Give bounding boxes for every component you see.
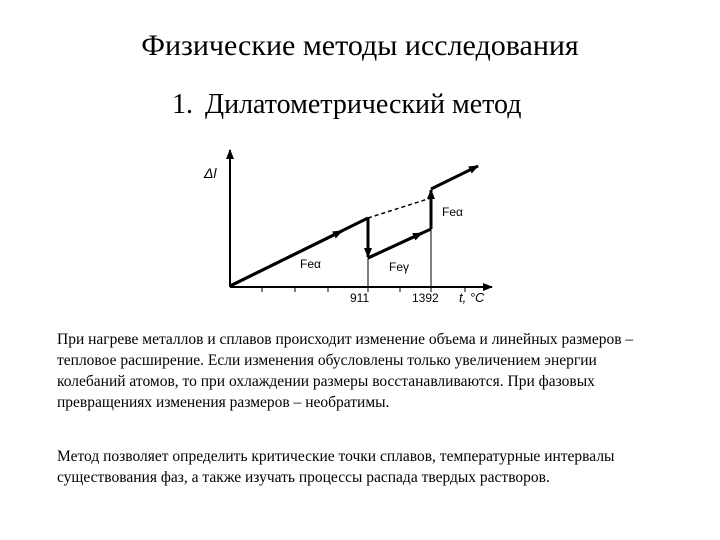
fe-alpha-low-arrow — [230, 231, 342, 286]
y-axis-label: Δl — [204, 165, 217, 181]
dilatometric-diagram — [190, 140, 520, 310]
subtitle-number: 1. — [172, 89, 193, 120]
slide-subtitle — [172, 88, 521, 122]
label-fe-alpha-low: Feα — [300, 257, 321, 271]
paragraph-thermal-expansion: При нагреве металлов и сплавов происходит изменение объема и линейных размеров – тепловое расширение. Если изменения обусловлены только увеличением энергии колебаний атомов, то при охлаждении размеры восстанавливаются. При фазовых превращениях изменения размеров – необратимы. — [57, 331, 634, 411]
fe-gamma-arrow — [368, 233, 422, 258]
label-fe-alpha-high: Feα — [442, 205, 463, 219]
subtitle-text: Дилатометрический метод — [205, 89, 522, 120]
paragraph-method-purpose: Метод позволяет определить критические точки сплавов, температурные интервалы существования фаз, а также изучать процессы распада твердых растворов. — [57, 448, 615, 486]
tick-label-911: 911 — [350, 291, 370, 305]
tick-label-1392: 1392 — [412, 291, 439, 305]
fe-alpha-high-line — [431, 166, 478, 189]
x-axis-label: t, °C — [459, 290, 485, 305]
label-fe-gamma: Feγ — [389, 260, 410, 274]
slide-title: Физические методы исследования — [141, 29, 579, 62]
dashed-extension — [368, 198, 431, 218]
